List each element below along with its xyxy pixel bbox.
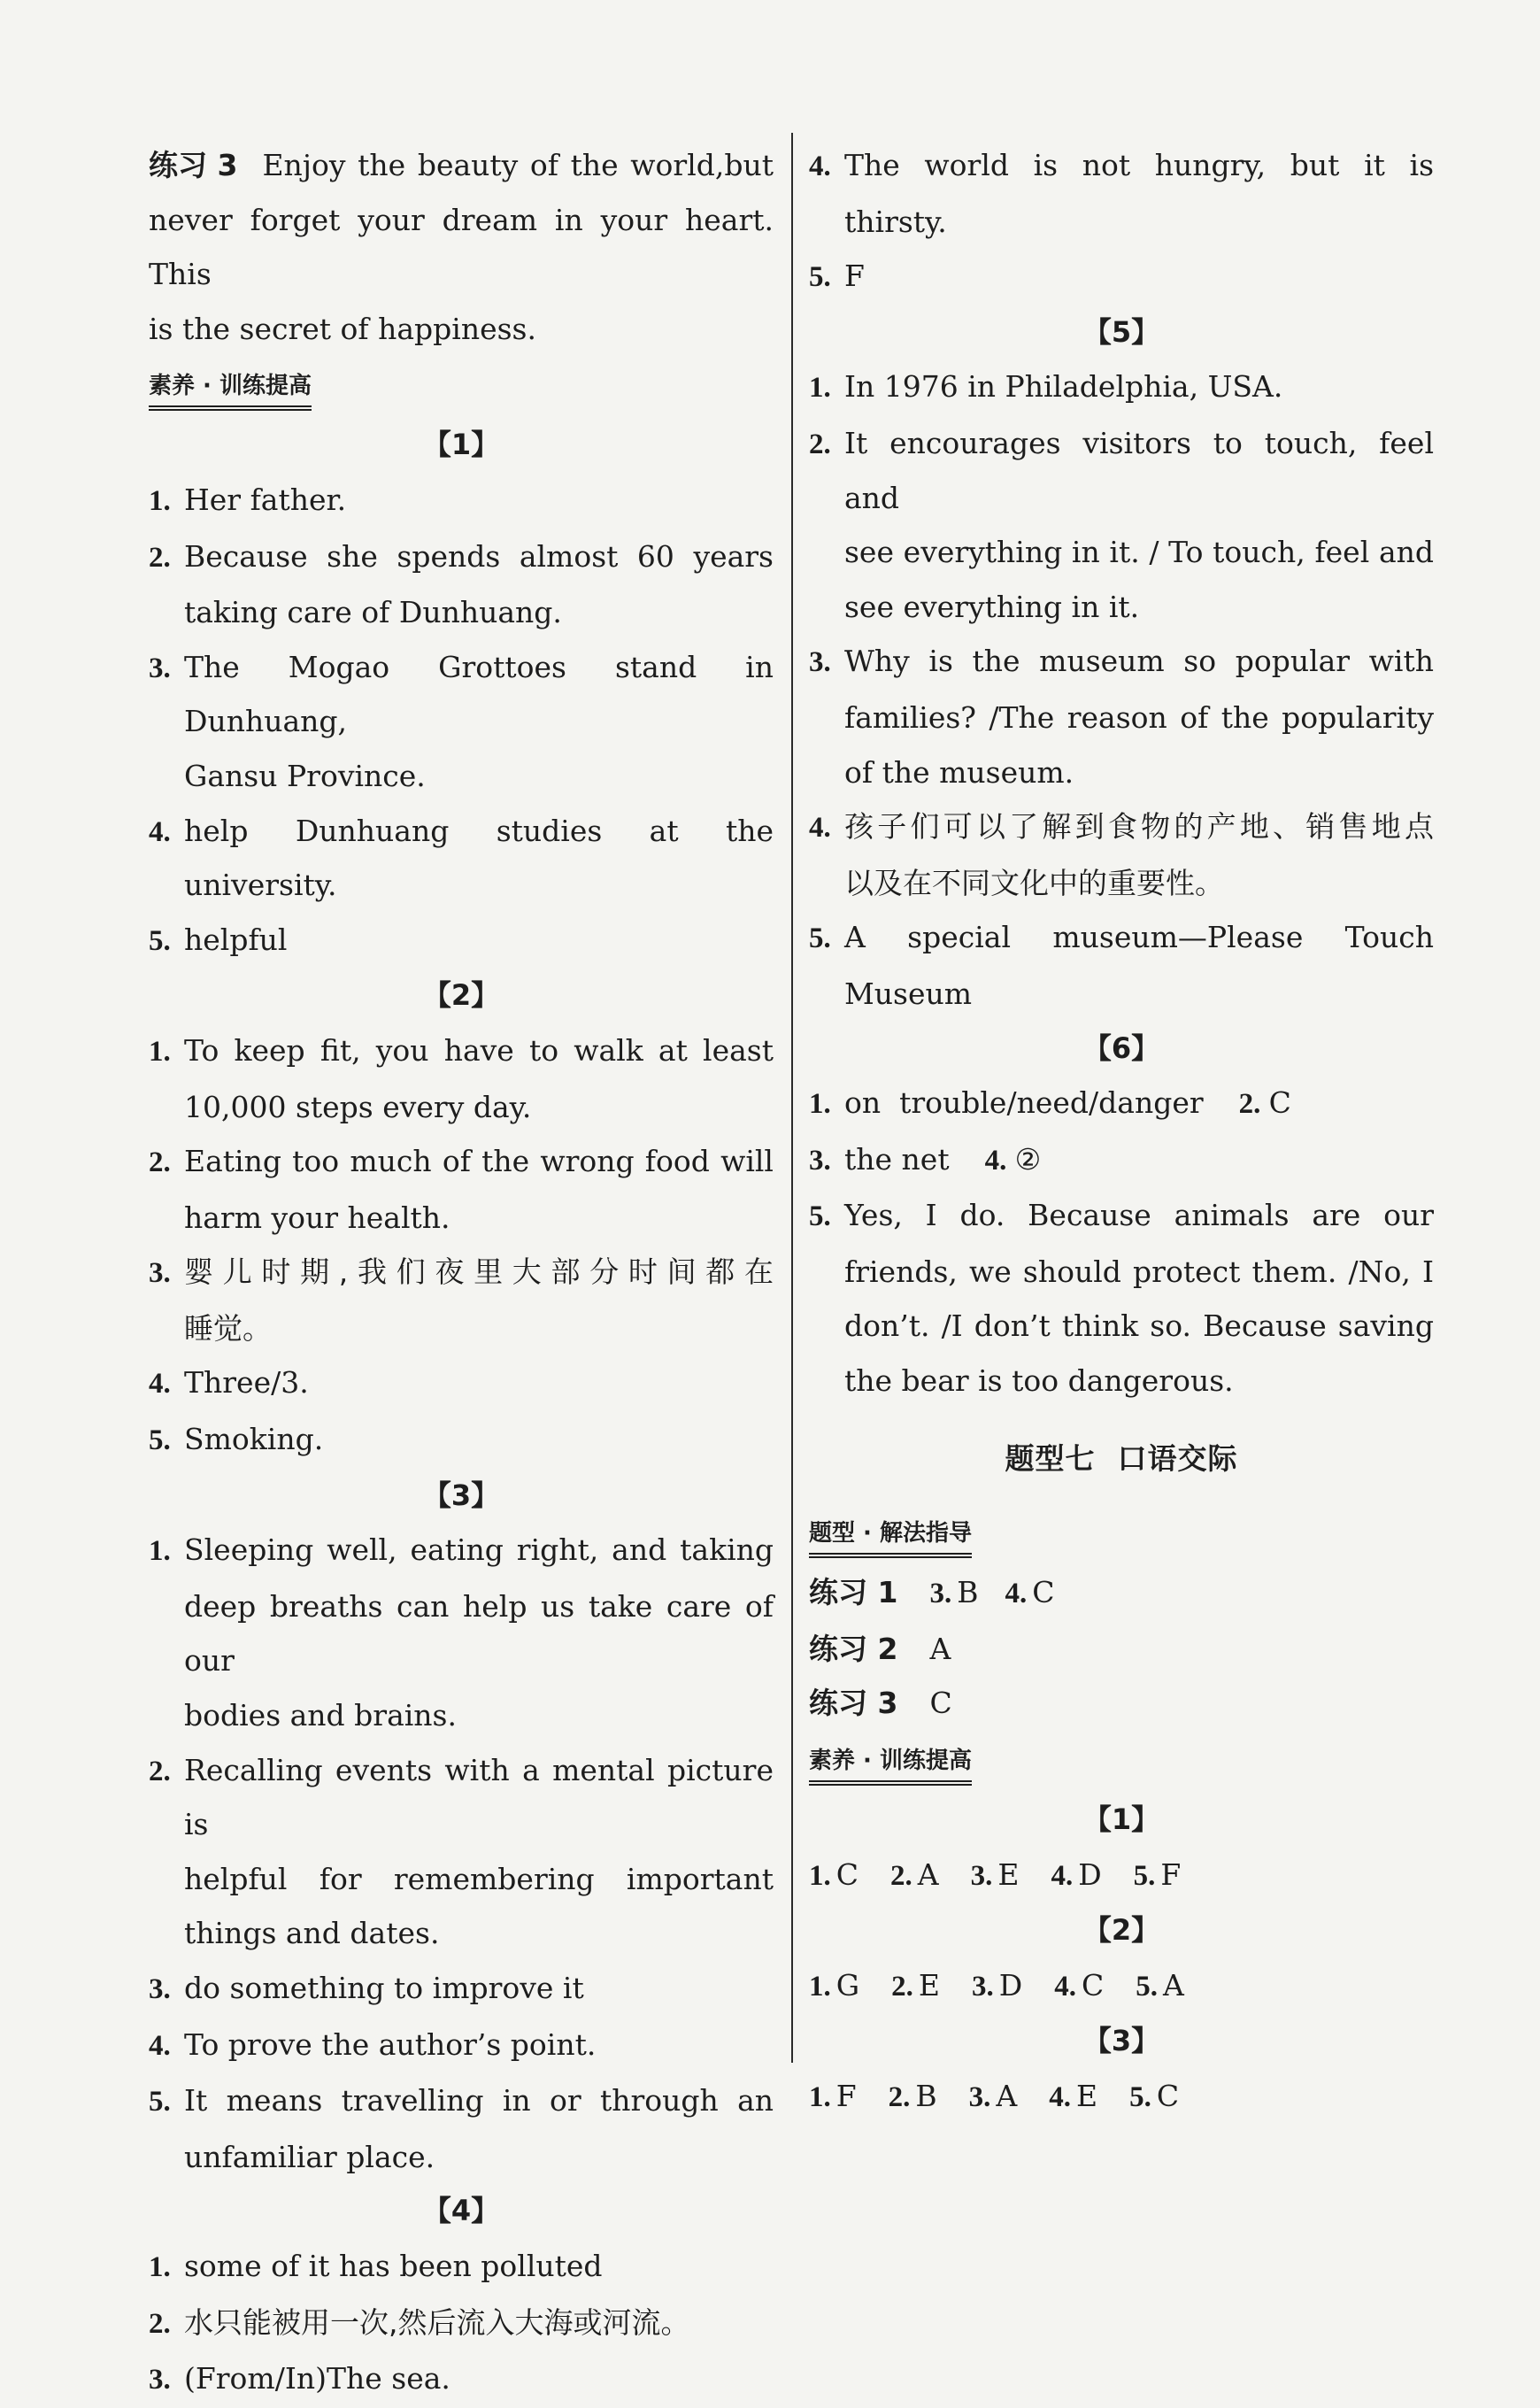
item-number: 2. xyxy=(149,1755,171,1787)
answer-item-cont xyxy=(149,1080,774,1135)
item-number: 3. xyxy=(809,646,831,679)
answer-item-cont xyxy=(149,749,774,804)
answer-text: F xyxy=(844,259,865,294)
item-number: 4. xyxy=(149,2029,171,2062)
answer-item-cont xyxy=(149,1191,774,1246)
section-label-training: 素养 · 训练提高 xyxy=(149,368,312,411)
choice-answer xyxy=(971,1848,1020,1904)
item-number: 1. xyxy=(809,1970,831,2003)
answer-item-cont xyxy=(809,1299,1434,1354)
answer-text: things and dates. xyxy=(184,1916,440,1951)
answer-text: see everything in it. / To touch, feel and xyxy=(844,535,1434,570)
answer-item xyxy=(809,1188,1434,1245)
practice-label: 练习 1 xyxy=(809,1575,898,1610)
answer-group-2 xyxy=(149,1023,774,1469)
answer-text: Because she spends almost 60 years xyxy=(184,538,774,574)
item-number: 5. xyxy=(149,924,171,957)
item-number: 4. xyxy=(149,815,171,848)
answer-item xyxy=(149,1355,774,1412)
answer-item xyxy=(149,2018,774,2074)
answer-text: 孩子们可以了解到食物的产地、销售地点 xyxy=(844,809,1434,845)
answer-text: Her father. xyxy=(184,482,347,517)
item-number: 5. xyxy=(1133,1859,1156,1892)
answer-text: F xyxy=(835,2079,857,2113)
answer-text: Recalling events with a mental picture is xyxy=(184,1752,774,1842)
answer-item xyxy=(149,1023,774,1080)
answer-item-cont xyxy=(809,691,1434,745)
answer-item xyxy=(809,910,1434,967)
choice-answer xyxy=(1134,1848,1182,1904)
practice3-label: 练习 3 xyxy=(149,148,238,182)
item-number: 3. xyxy=(970,1859,993,1892)
item-number: 2. xyxy=(891,1970,913,2003)
answer-text: unfamiliar place. xyxy=(184,2139,435,2174)
practice-label: 练习 2 xyxy=(809,1631,898,1666)
choice-answer xyxy=(889,2069,937,2126)
answer-item-cont xyxy=(809,525,1434,580)
group-head: 【2】 xyxy=(1082,1913,1160,1948)
answer-group-1 xyxy=(149,473,774,969)
answer-item xyxy=(149,473,774,529)
item-number: 2. xyxy=(888,2081,911,2113)
practice-label: 练习 3 xyxy=(809,1686,898,1721)
answer-item xyxy=(809,359,1434,416)
group-head: 【5】 xyxy=(1082,314,1160,349)
answer-item-cont xyxy=(149,1301,774,1356)
left-column: 练习 3 Enjoy the beauty of the world,but never forget your dream in your heart. This is the secret of happiness. 素养 · 训练提高 【1】 1. Her father. 2. Because she spends almost 60 years taking care of Dunhuang. 3. The Mogao Grottoes stand in Dunhuang, Gansu Province. 4. help Dunhuang studies at the university. 5. helpful 【2】 1. To keep fit, you have to walk at least 10,000 steps every day. 2. Eating too much of the wrong food will harm your health. 3. 婴儿时期,我们夜里大部分时间都在 睡觉。 4. Three/3. 5. Smoking. 【3】 1. Sleeping well, eating right, and taking deep breaths can help us take care of our bodies and brains. 2. Recalling events with a mental picture is helpful for remembering important things and dates. 3. do something to improve it 4. To prove the author’s point. 5. It means travelling in or through an unfamiliar place. 【4】 1. some of it has been polluted 2. 水只能被用一次,然后流入大海或河流。 3. (From/In)The sea. xyxy=(149,138,774,2408)
answer-text: A xyxy=(929,1631,951,1666)
answer-text: To keep fit, you have to walk at least xyxy=(184,1032,774,1068)
answer-item xyxy=(149,1523,774,1579)
answer-text: Museum xyxy=(844,976,973,1011)
item-number: 1. xyxy=(809,1859,831,1892)
answer-item-cont xyxy=(809,745,1434,800)
item-number: 5. xyxy=(1129,2081,1151,2113)
item-number: 4. xyxy=(1049,2081,1072,2113)
answer-text: 睡觉。 xyxy=(184,1310,272,1346)
answer-text: Gansu Province. xyxy=(184,758,426,793)
practice-row xyxy=(809,1622,1434,1677)
answer-text: A xyxy=(1162,1967,1184,2003)
answer-group-5 xyxy=(809,359,1434,1021)
answer-text: the bear is too dangerous. xyxy=(844,1363,1234,1399)
item-number: 1. xyxy=(149,2250,171,2283)
choice-answer xyxy=(972,1958,1022,2015)
answer-text: C xyxy=(1081,1967,1105,2003)
item-number: 1. xyxy=(149,1535,171,1568)
answer-text: B xyxy=(915,2079,937,2113)
answer-text: To prove the author’s point. xyxy=(184,2026,597,2062)
answer-item xyxy=(149,2351,774,2408)
item-number: 4. xyxy=(1054,1970,1076,2003)
item-number: 1. xyxy=(149,484,171,517)
answer-text: some of it has been polluted xyxy=(184,2248,603,2283)
answer-text: A xyxy=(917,1856,939,1892)
answer-item xyxy=(149,1743,774,1852)
item-number: 2. xyxy=(890,1859,912,1892)
group-head: 【3】 xyxy=(422,1478,500,1512)
choice-answer xyxy=(1049,2069,1097,2126)
answer-text: 以及在不同文化中的重要性。 xyxy=(844,865,1224,900)
choice-answer xyxy=(1054,1958,1104,2015)
answer-item xyxy=(149,2296,774,2352)
answer-item xyxy=(149,640,774,749)
answer-item-cont xyxy=(149,1906,774,1961)
item-number: 2. xyxy=(149,1146,171,1179)
answer-text: A xyxy=(996,2079,1018,2113)
item-number: 3. xyxy=(149,652,171,684)
answer-item xyxy=(149,1245,774,1301)
choice-answer xyxy=(890,1848,939,1904)
right-column xyxy=(809,138,1434,2126)
answer-item-cont xyxy=(149,2130,774,2185)
answer-text: C xyxy=(1032,1575,1055,1610)
answer-text: D xyxy=(998,1967,1023,2003)
practice-answers xyxy=(809,1565,1434,1731)
answer-item-cont xyxy=(149,1852,774,1907)
answer-item-cont xyxy=(809,967,1434,1022)
answer-text: harm your health. xyxy=(184,1200,450,1235)
answer-text: bodies and brains. xyxy=(184,1698,457,1733)
answer-group-3 xyxy=(149,1523,774,2184)
answer-text: D xyxy=(1078,1856,1102,1892)
answer-text: The Mogao Grottoes stand in Dunhuang, xyxy=(184,649,774,739)
answer-text: The world is not hungry, but it is xyxy=(844,148,1434,182)
answer-item xyxy=(809,249,1434,305)
answer-item xyxy=(149,913,774,969)
item-number: 2. xyxy=(149,541,171,574)
answer-text: It means travelling in or through an xyxy=(184,2083,774,2119)
answer-item xyxy=(809,634,1434,691)
choice-answer xyxy=(1051,1848,1101,1904)
item-number: 4. xyxy=(809,150,831,182)
answer-text: of the museum. xyxy=(844,754,1074,790)
item-number: 5. xyxy=(809,922,831,955)
answer-item xyxy=(149,1134,774,1191)
answer-item xyxy=(149,1961,774,2018)
choice-answer xyxy=(809,1848,859,1904)
answer-text: E xyxy=(1076,2079,1098,2113)
item-number: 4. xyxy=(809,812,831,845)
answer-item-cont xyxy=(809,856,1434,911)
answer-text: 婴儿时期,我们夜里大部分时间都在 xyxy=(184,1254,774,1290)
practice-row xyxy=(809,1676,1434,1731)
choice-row xyxy=(809,1958,1434,2015)
answer-text: C xyxy=(1156,2079,1180,2113)
answer-text: help Dunhuang studies at the university. xyxy=(184,813,774,903)
item-number: 5. xyxy=(809,1200,831,1233)
choice-answer xyxy=(809,2069,857,2126)
answer-item xyxy=(149,2073,774,2130)
section-label-guide: 题型 · 解法指导 xyxy=(809,1516,972,1558)
answer-text: E xyxy=(997,1856,1020,1892)
choice-answer xyxy=(809,1958,859,2015)
answer-text: taking care of Dunhuang. xyxy=(184,595,562,630)
item-number: 5. xyxy=(809,261,831,294)
answer-item xyxy=(809,416,1434,525)
choice-answer xyxy=(1129,2069,1179,2126)
answer-text: E xyxy=(918,1967,940,2003)
item-number: 3. xyxy=(971,1970,994,2003)
answer-item-cont xyxy=(809,1354,1434,1409)
group-head: 【4】 xyxy=(422,2194,500,2228)
item-number: 4. xyxy=(1005,1578,1028,1610)
practice-row xyxy=(809,1565,1434,1622)
item-number: 1. xyxy=(809,2081,831,2113)
choice-answer xyxy=(969,2069,1018,2126)
group-head: 【3】 xyxy=(1082,2024,1160,2058)
answer-item xyxy=(809,138,1434,195)
choice-row xyxy=(809,1848,1434,1904)
answer-text: G xyxy=(835,1967,860,2003)
answer-item-cont xyxy=(809,1245,1434,1300)
answer-text: deep breaths can help us take care of our xyxy=(184,1588,774,1679)
answer-text: F xyxy=(1160,1856,1182,1892)
item-number: 3. xyxy=(968,2081,991,2113)
column-divider xyxy=(791,133,793,2063)
answer-text: helpful for remembering important xyxy=(184,1861,774,1896)
item-number: 5. xyxy=(149,1424,171,1457)
group-head: 【6】 xyxy=(1082,1030,1160,1065)
answer-text: Sleeping well, eating right, and taking xyxy=(184,1532,774,1568)
answer-item-cont xyxy=(809,580,1434,635)
choice-sets xyxy=(809,1793,1434,2126)
answer-text: C xyxy=(835,1856,859,1892)
item-number: 2. xyxy=(149,2307,171,2340)
item-number: 5. xyxy=(1136,1970,1158,2003)
group-head: 【1】 xyxy=(1082,1802,1160,1837)
answer-row: 3. the net 4. ② xyxy=(809,1141,1042,1177)
answer-text: Three/3. xyxy=(184,1365,309,1401)
answer-text: B xyxy=(957,1575,979,1610)
item-number: 3. xyxy=(929,1578,952,1610)
answer-item-cont xyxy=(149,1688,774,1743)
choice-answer xyxy=(1136,1958,1184,2015)
practice3-line1: 练习 3 Enjoy the beauty of the world,but xyxy=(149,138,774,193)
answer-text: see everything in it. xyxy=(844,589,1140,624)
answer-text: 10,000 steps every day. xyxy=(184,1089,532,1124)
answer-item xyxy=(149,804,774,913)
answer-text: helpful xyxy=(184,922,288,957)
choice-row xyxy=(809,2069,1434,2126)
group-head: 【2】 xyxy=(422,978,500,1013)
item-number: 3. xyxy=(149,1257,171,1290)
answer-text: do something to improve it xyxy=(184,1971,584,2005)
item-number: 5. xyxy=(149,2086,171,2119)
answer-text: Smoking. xyxy=(184,1422,324,1457)
item-number: 1. xyxy=(809,372,831,405)
answer-item xyxy=(809,799,1434,856)
answer-text: thirsty. xyxy=(844,204,947,239)
answer-text: Eating too much of the wrong food will xyxy=(184,1144,774,1179)
answer-text: C xyxy=(929,1686,952,1721)
answer-text: families? /The reason of the popularity xyxy=(844,699,1434,735)
item-number: 3. xyxy=(149,2364,171,2396)
section-label-training: 素养 · 训练提高 xyxy=(809,1743,972,1786)
answer-text: Yes, I do. Because animals are our xyxy=(844,1198,1434,1233)
answer-text: don’t. /I don’t think so. Because saving xyxy=(844,1308,1434,1344)
item-number: 2. xyxy=(809,428,831,460)
item-number: 4. xyxy=(149,1368,171,1401)
answer-text: It encourages visitors to touch, feel and xyxy=(844,425,1434,515)
answer-row: 1. on trouble/need/danger 2. C xyxy=(809,1085,1291,1121)
answer-item-cont xyxy=(809,195,1434,250)
answer-text: friends, we should protect them. /No, I xyxy=(844,1254,1434,1289)
answer-item-cont xyxy=(149,1579,774,1688)
question-type-title: 题型七 口语交际 xyxy=(1005,1440,1238,1476)
answer-item xyxy=(149,2239,774,2296)
answer-group-6-item5 xyxy=(809,1188,1434,1408)
answer-text: Why is the museum so popular with xyxy=(844,644,1434,679)
answer-text: In 1976 in Philadelphia, USA. xyxy=(844,369,1283,405)
item-number: 4. xyxy=(1051,1859,1074,1892)
answer-item xyxy=(149,1412,774,1469)
answer-group-4 xyxy=(149,2239,774,2408)
group-head: 【1】 xyxy=(422,428,500,462)
answer-text: A special museum—Please Touch xyxy=(844,920,1434,955)
item-number: 3. xyxy=(149,1973,171,2005)
answer-item-cont xyxy=(149,585,774,640)
answer-text: (From/In)The sea. xyxy=(184,2361,450,2396)
choice-answer xyxy=(891,1958,940,2015)
answer-group-4-cont xyxy=(809,138,1434,305)
item-number: 1. xyxy=(149,1035,171,1068)
answer-item xyxy=(149,529,774,586)
answer-text: 水只能被用一次,然后流入大海或河流。 xyxy=(184,2304,690,2340)
